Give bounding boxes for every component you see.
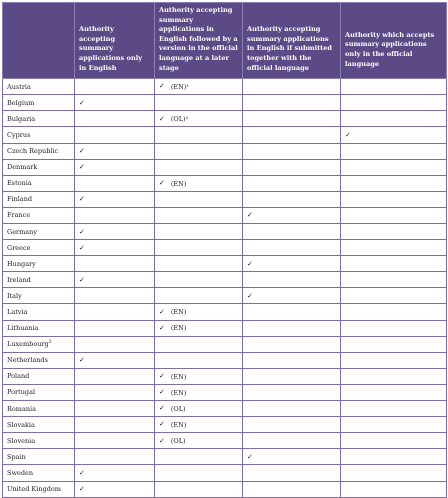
status-mark (159, 83, 189, 91)
country-name: Bulgaria (7, 114, 36, 123)
check-icon: ✓ (247, 211, 253, 220)
status-mark (159, 324, 186, 332)
status-cell (155, 240, 243, 256)
status-cell (243, 368, 341, 384)
status-cell (243, 336, 341, 352)
status-mark (159, 405, 186, 413)
language-note: (EN) (170, 324, 187, 333)
status-mark (79, 357, 85, 364)
status-cell (155, 207, 243, 223)
status-mark (79, 148, 85, 155)
status-cell (341, 304, 447, 320)
status-mark (79, 470, 85, 477)
header-english-then-official: Authority accepting summary applications in English followed by a version in the official language at a later stage (155, 3, 243, 79)
check-icon: ✓ (79, 195, 85, 204)
status-cell (155, 191, 243, 207)
table-header (3, 3, 447, 79)
country-name: Portugal (7, 388, 36, 397)
status-cell (243, 224, 341, 240)
status-cell (75, 240, 155, 256)
country-name: Spain (7, 452, 26, 461)
language-note: (EN) (170, 179, 187, 188)
status-cell (75, 175, 155, 191)
status-cell (75, 417, 155, 433)
status-cell (341, 272, 447, 288)
country-name: Latvia (7, 308, 28, 317)
status-cell (75, 433, 155, 449)
country-cell (3, 256, 75, 272)
footnote-marker: 3 (48, 340, 52, 346)
status-cell (75, 481, 155, 497)
status-cell (75, 336, 155, 352)
status-cell (75, 272, 155, 288)
check-icon: ✓ (159, 307, 165, 316)
country-name: Belgium (7, 98, 35, 107)
table-row (3, 79, 447, 95)
status-cell (75, 352, 155, 368)
status-cell (243, 465, 341, 481)
status-cell (341, 433, 447, 449)
status-cell (75, 111, 155, 127)
status-cell (155, 384, 243, 400)
status-cell (155, 433, 243, 449)
status-cell (243, 79, 341, 95)
status-mark (159, 437, 186, 445)
status-mark (79, 486, 85, 493)
status-cell (75, 465, 155, 481)
status-mark (247, 293, 253, 300)
country-name: Romania (7, 404, 36, 413)
status-cell (243, 111, 341, 127)
status-cell (341, 224, 447, 240)
status-cell (341, 127, 447, 143)
table-row (3, 143, 447, 159)
country-cell (3, 401, 75, 417)
status-cell (341, 95, 447, 111)
check-icon: ✓ (247, 452, 253, 461)
table-row (3, 191, 447, 207)
status-cell (75, 368, 155, 384)
status-cell (341, 175, 447, 191)
country-name: Austria (7, 82, 31, 91)
country-name: Slovenia (7, 436, 36, 445)
status-cell (341, 320, 447, 336)
language-note: (OL)² (170, 115, 189, 124)
check-icon: ✓ (79, 243, 85, 252)
status-cell (341, 240, 447, 256)
country-cell (3, 320, 75, 336)
status-cell (341, 159, 447, 175)
status-cell (155, 127, 243, 143)
status-cell (75, 384, 155, 400)
status-cell (75, 401, 155, 417)
country-cell (3, 336, 75, 352)
status-cell (341, 449, 447, 465)
table-row (3, 465, 447, 481)
status-cell (243, 240, 341, 256)
country-cell (3, 449, 75, 465)
status-cell (75, 320, 155, 336)
status-cell (155, 288, 243, 304)
status-cell (243, 191, 341, 207)
status-mark (345, 132, 351, 139)
country-cell (3, 79, 75, 95)
status-mark (159, 180, 186, 188)
country-cell (3, 175, 75, 191)
status-cell (155, 79, 243, 95)
table-row (3, 401, 447, 417)
language-note: (EN) (170, 372, 187, 381)
country-cell (3, 465, 75, 481)
country-cell (3, 433, 75, 449)
header-english-only: Authority accepting summary applications only in English (75, 3, 155, 79)
language-note: (EN)¹ (170, 82, 189, 91)
country-cell (3, 288, 75, 304)
header-country (3, 3, 75, 79)
status-cell (75, 207, 155, 223)
status-cell (243, 143, 341, 159)
status-mark (79, 100, 85, 107)
country-cell (3, 352, 75, 368)
status-cell (155, 272, 243, 288)
country-cell (3, 481, 75, 497)
status-cell (341, 401, 447, 417)
language-note: (EN) (170, 420, 187, 429)
status-cell (341, 143, 447, 159)
country-name: Luxembourg (7, 340, 49, 349)
status-cell (75, 95, 155, 111)
table-row (3, 449, 447, 465)
status-cell (243, 175, 341, 191)
status-cell (243, 304, 341, 320)
status-mark (247, 212, 253, 219)
table-row (3, 320, 447, 336)
status-cell (75, 288, 155, 304)
status-cell (75, 224, 155, 240)
status-cell (243, 352, 341, 368)
table-row (3, 433, 447, 449)
country-name: United Kingdom (7, 485, 61, 494)
country-name: Lithuania (7, 324, 39, 333)
authority-language-table (2, 2, 447, 498)
status-cell (341, 336, 447, 352)
country-cell (3, 368, 75, 384)
status-cell (155, 320, 243, 336)
check-icon: ✓ (247, 291, 253, 300)
status-mark (159, 308, 186, 316)
status-cell (155, 481, 243, 497)
status-cell (243, 207, 341, 223)
country-name: Hungary (7, 259, 36, 268)
status-cell (243, 256, 341, 272)
check-icon: ✓ (159, 372, 165, 381)
status-cell (75, 159, 155, 175)
table-row (3, 481, 447, 497)
status-mark (159, 389, 186, 397)
status-mark (79, 245, 85, 252)
check-icon: ✓ (159, 420, 165, 429)
status-mark (247, 454, 253, 461)
country-name: Netherlands (7, 356, 48, 365)
status-cell (341, 352, 447, 368)
table-row (3, 272, 447, 288)
status-cell (155, 417, 243, 433)
status-cell (155, 465, 243, 481)
table-row (3, 175, 447, 191)
table-row (3, 256, 447, 272)
country-cell (3, 240, 75, 256)
check-icon: ✓ (79, 227, 85, 236)
country-name: Poland (7, 372, 30, 381)
check-icon: ✓ (79, 485, 85, 494)
country-cell (3, 272, 75, 288)
status-mark (79, 277, 85, 284)
status-cell (155, 336, 243, 352)
check-icon: ✓ (159, 323, 165, 332)
status-mark (159, 115, 188, 123)
status-mark (79, 229, 85, 236)
status-cell (243, 433, 341, 449)
check-icon: ✓ (79, 468, 85, 477)
check-icon: ✓ (159, 114, 165, 123)
status-cell (155, 159, 243, 175)
status-cell (243, 481, 341, 497)
status-cell (75, 143, 155, 159)
status-mark (159, 373, 186, 381)
check-icon: ✓ (79, 98, 85, 107)
status-cell (75, 304, 155, 320)
language-note: (OL) (170, 437, 186, 446)
check-icon: ✓ (79, 147, 85, 156)
country-cell (3, 95, 75, 111)
check-icon: ✓ (79, 356, 85, 365)
check-icon: ✓ (159, 404, 165, 413)
status-cell (243, 288, 341, 304)
country-cell (3, 304, 75, 320)
status-cell (243, 95, 341, 111)
status-cell (243, 384, 341, 400)
status-cell (155, 401, 243, 417)
status-cell (243, 449, 341, 465)
status-cell (155, 143, 243, 159)
country-name: France (7, 211, 31, 220)
status-cell (75, 127, 155, 143)
country-cell (3, 417, 75, 433)
language-note: (EN) (170, 388, 187, 397)
status-cell (155, 368, 243, 384)
table-row (3, 417, 447, 433)
status-cell (155, 304, 243, 320)
status-cell (155, 175, 243, 191)
table-row (3, 224, 447, 240)
table-row (3, 368, 447, 384)
country-name: Germany (7, 227, 38, 236)
header-official-only: Authority which accepts summary applications only in the official language (341, 3, 447, 79)
country-name: Ireland (7, 275, 31, 284)
country-name: Finland (7, 195, 33, 204)
table-row (3, 159, 447, 175)
header-row (3, 3, 447, 79)
status-mark (79, 196, 85, 203)
check-icon: ✓ (159, 82, 165, 91)
status-cell (155, 256, 243, 272)
check-icon: ✓ (345, 130, 351, 139)
country-name: Denmark (7, 163, 38, 172)
language-note: (EN) (170, 308, 187, 317)
table-row (3, 95, 447, 111)
status-cell (341, 288, 447, 304)
country-name: Italy (7, 291, 22, 300)
country-cell (3, 224, 75, 240)
country-cell (3, 143, 75, 159)
status-cell (341, 207, 447, 223)
status-cell (341, 79, 447, 95)
check-icon: ✓ (79, 275, 85, 284)
status-cell (243, 272, 341, 288)
country-cell (3, 207, 75, 223)
status-cell (341, 465, 447, 481)
country-name: Czech Republic (7, 147, 59, 156)
check-icon: ✓ (247, 259, 253, 268)
check-icon: ✓ (159, 179, 165, 188)
table-row (3, 304, 447, 320)
status-cell (341, 111, 447, 127)
status-cell (243, 320, 341, 336)
table-row (3, 336, 447, 352)
country-cell (3, 111, 75, 127)
status-cell (341, 481, 447, 497)
status-mark (79, 164, 85, 171)
status-cell (341, 191, 447, 207)
language-note: (OL) (170, 404, 186, 413)
header-english-with-official: Authority accepting summary applications in English if submitted together with the official language (243, 3, 341, 79)
status-cell (243, 127, 341, 143)
check-icon: ✓ (159, 388, 165, 397)
status-cell (75, 449, 155, 465)
status-cell (155, 224, 243, 240)
country-cell (3, 191, 75, 207)
status-mark (159, 421, 186, 429)
status-cell (341, 368, 447, 384)
table-row (3, 111, 447, 127)
status-cell (75, 191, 155, 207)
status-cell (243, 401, 341, 417)
table-row (3, 240, 447, 256)
status-cell (155, 95, 243, 111)
country-name: Sweden (7, 468, 34, 477)
status-mark (247, 261, 253, 268)
status-cell (341, 384, 447, 400)
check-icon: ✓ (159, 436, 165, 445)
country-cell (3, 384, 75, 400)
country-name: Estonia (7, 179, 32, 188)
table-row (3, 207, 447, 223)
status-cell (243, 417, 341, 433)
table-body (3, 79, 447, 497)
table-row (3, 288, 447, 304)
check-icon: ✓ (79, 163, 85, 172)
status-cell (341, 417, 447, 433)
table-row (3, 127, 447, 143)
country-cell (3, 159, 75, 175)
status-cell (75, 256, 155, 272)
country-name: Greece (7, 243, 31, 252)
table-row (3, 384, 447, 400)
status-cell (155, 352, 243, 368)
status-cell (243, 159, 341, 175)
table-row (3, 352, 447, 368)
status-cell (155, 449, 243, 465)
status-cell (75, 79, 155, 95)
status-cell (155, 111, 243, 127)
status-cell (341, 256, 447, 272)
country-cell (3, 127, 75, 143)
country-name: Cyprus (7, 130, 31, 139)
country-name: Slovakia (7, 420, 35, 429)
